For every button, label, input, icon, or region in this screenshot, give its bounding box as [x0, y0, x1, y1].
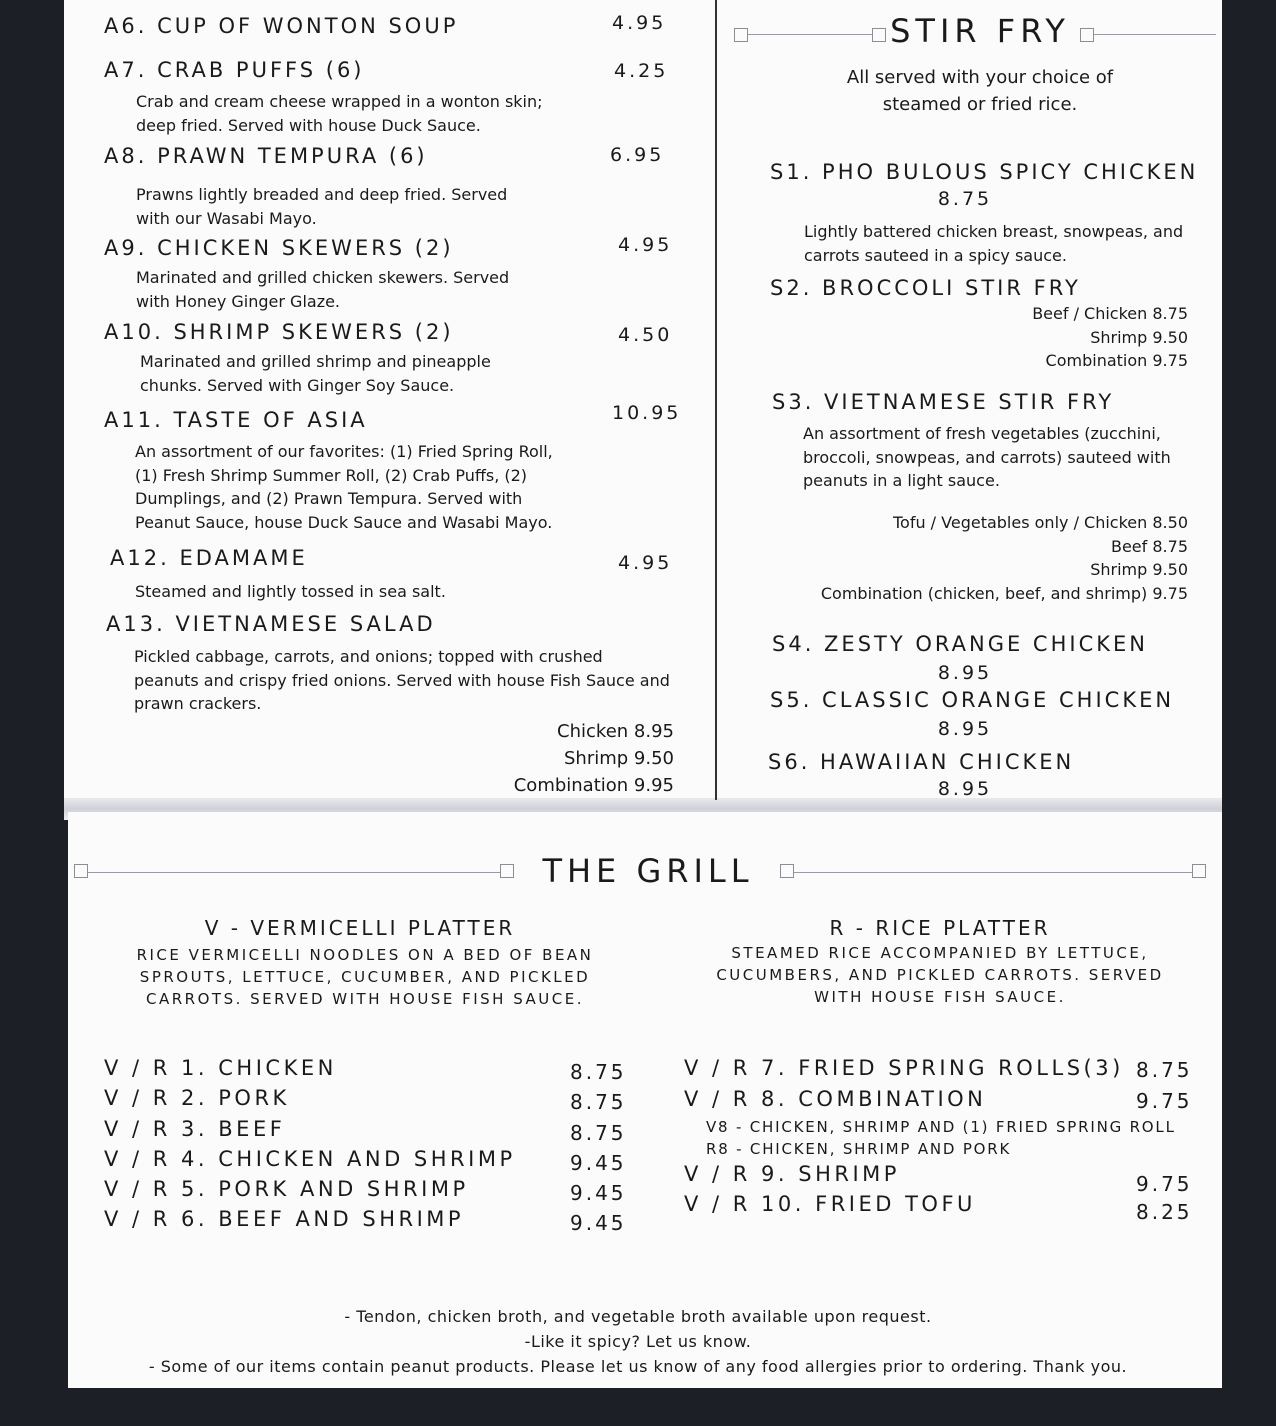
platter-description [680, 942, 1200, 1008]
intro-line: steamed or fried rice. [882, 94, 1078, 115]
grill-item-price: 9.45 [570, 1211, 627, 1235]
menu-item-name: A10. SHRIMP SKEWERS (2) [104, 320, 454, 344]
decorative-square-icon [780, 864, 794, 878]
menu-item-price: 4.95 [618, 552, 673, 574]
grill-item-price: 9.45 [570, 1181, 627, 1205]
menu-item-description [135, 580, 446, 604]
menu-item-options [880, 302, 1188, 373]
description-line: prawn crackers. [134, 694, 262, 713]
description-line: Prawns lightly breaded and deep fried. Served [136, 185, 508, 204]
decorative-rule [742, 34, 878, 35]
description-line: with Honey Ginger Glaze. [136, 291, 341, 311]
menu-item-price: 8.75 [937, 188, 993, 210]
grill-item-price: 9.75 [1136, 1172, 1193, 1196]
footer-note: - Some of our items contain peanut products. Please let us know of any food allergies prior to ordering. Thank you. [148, 1357, 1128, 1376]
menu-item-description [136, 183, 507, 230]
description-line: STEAMED RICE ACCOMPANIED BY LETTUCE, [731, 944, 1149, 962]
decorative-square-icon [1080, 28, 1094, 42]
column-divider [715, 0, 717, 800]
note-line: R8 - CHICKEN, SHRIMP AND PORK [706, 1140, 1012, 1158]
platter-heading: V - VERMICELLI PLATTER [204, 916, 516, 940]
description-line: Steamed and lightly tossed in sea salt. [135, 582, 446, 601]
description-line: (1) Fresh Shrimp Summer Roll, (2) Crab Puffs, (2) [135, 465, 528, 485]
decorative-square-icon [500, 864, 514, 878]
grill-item-name: V / R 7. FRIED SPRING ROLLS(3) [684, 1056, 1124, 1080]
menu-item-name: S1. PHO BULOUS SPICY CHICKEN [770, 160, 1199, 184]
grill-item-price: 9.45 [570, 1151, 627, 1175]
grill-item-price: 8.75 [570, 1121, 627, 1145]
grill-item-price: 8.75 [570, 1060, 627, 1084]
option-line: Shrimp 9.50 [1090, 560, 1188, 579]
description-line: Crab and cream cheese wrapped in a wonton skin; [136, 92, 543, 111]
option-line: Tofu / Vegetables only / Chicken 8.50 [892, 513, 1188, 532]
description-line: RICE VERMICELLI NOODLES ON A BED OF BEAN [136, 946, 594, 964]
section-intro [780, 64, 1180, 118]
menu-item-price: 8.95 [937, 778, 993, 800]
menu-item-name: A13. VIETNAMESE SALAD [106, 612, 436, 636]
description-line: WITH HOUSE FISH SAUCE. [814, 988, 1066, 1006]
menu-item-name: S3. VIETNAMESE STIR FRY [772, 390, 1115, 414]
menu-item-price: 8.95 [937, 662, 993, 684]
menu-item-description [803, 422, 1171, 493]
grill-item-price: 8.75 [1136, 1058, 1193, 1082]
intro-line: All served with your choice of [846, 67, 1114, 88]
section-title: THE GRILL [542, 852, 754, 890]
menu-item-price: 10.95 [612, 402, 682, 424]
description-line: Peanut Sauce, house Duck Sauce and Wasabi Mayo. [135, 512, 553, 532]
decorative-square-icon [74, 864, 88, 878]
menu-item-name: A12. EDAMAME [110, 546, 308, 570]
menu-item-name: S4. ZESTY ORANGE CHICKEN [772, 632, 1148, 656]
grill-item-name: V / R 6. BEEF AND SHRIMP [104, 1207, 465, 1231]
option-line: Beef / Chicken 8.75 [1032, 304, 1188, 323]
description-line: deep fried. Served with house Duck Sauce. [136, 115, 481, 135]
combination-notes [706, 1116, 1176, 1160]
option-line: Shrimp 9.50 [564, 748, 674, 769]
menu-item-description [804, 220, 1183, 267]
description-line: Marinated and grilled shrimp and pineapple [140, 352, 491, 371]
section-title: STIR FRY [890, 12, 1070, 50]
description-line: peanuts and crispy fried onions. Served with house Fish Sauce and [134, 670, 670, 690]
option-line: Combination (chicken, beef, and shrimp) 9.75 [820, 583, 1188, 603]
option-line: Chicken 8.95 [557, 721, 674, 742]
description-line: CARROTS. SERVED WITH HOUSE FISH SAUCE. [146, 990, 584, 1008]
menu-item-name: A6. CUP OF WONTON SOUP [104, 14, 459, 38]
option-line: Beef 8.75 [1110, 536, 1188, 556]
platter-description [80, 944, 650, 1010]
menu-item-name: A7. CRAB PUFFS (6) [104, 58, 365, 82]
menu-item-name: S2. BROCCOLI STIR FRY [770, 276, 1081, 300]
menu-item-name: A8. PRAWN TEMPURA (6) [104, 144, 428, 168]
description-line: chunks. Served with Ginger Soy Sauce. [140, 375, 455, 395]
option-line: Combination 9.95 [513, 775, 674, 796]
grill-item-name: V / R 1. CHICKEN [104, 1056, 337, 1080]
grill-item-price: 8.25 [1136, 1200, 1193, 1224]
decorative-rule [790, 872, 1200, 873]
description-line: Pickled cabbage, carrots, and onions; topped with crushed [134, 647, 603, 666]
platter-heading: R - RICE PLATTER [829, 916, 1051, 940]
menu-item-description [140, 350, 491, 397]
menu-item-name: S6. HAWAIIAN CHICKEN [768, 750, 1075, 774]
description-line: An assortment of fresh vegetables (zucchini, [803, 424, 1161, 443]
description-line: SPROUTS, LETTUCE, CUCUMBER, AND PICKLED [139, 968, 591, 986]
grill-item-price: 9.75 [1136, 1089, 1193, 1113]
decorative-rule [1086, 34, 1216, 35]
menu-item-options [440, 718, 674, 799]
menu-item-price: 8.95 [937, 718, 993, 740]
option-line: Shrimp 9.50 [1090, 327, 1188, 347]
menu-item-price: 4.50 [618, 324, 673, 346]
grill-item-name: V / R 9. SHRIMP [684, 1162, 900, 1186]
description-line: Dumplings, and (2) Prawn Tempura. Served with [135, 489, 523, 508]
menu-item-price: 4.95 [618, 234, 673, 256]
grill-item-name: V / R 2. PORK [104, 1086, 290, 1110]
menu-item-description [136, 90, 543, 137]
decorative-square-icon [734, 28, 748, 42]
grill-item-name: V / R 3. BEEF [104, 1117, 286, 1141]
menu-item-name: A11. TASTE OF ASIA [104, 408, 368, 432]
grill-item-name: V / R 10. FRIED TOFU [684, 1192, 976, 1216]
description-line: Marinated and grilled chicken skewers. Served [136, 268, 510, 287]
description-line: Lightly battered chicken breast, snowpeas, and [804, 222, 1184, 241]
description-line: An assortment of our favorites: (1) Fried Spring Roll, [135, 442, 553, 461]
option-line: Combination 9.75 [1045, 351, 1188, 370]
menu-item-price: 4.95 [612, 12, 667, 34]
grill-item-name: V / R 4. CHICKEN AND SHRIMP [104, 1147, 516, 1171]
menu-item-description [134, 645, 670, 716]
footer-note: - Tendon, chicken broth, and vegetable broth available upon request. [344, 1307, 932, 1326]
decorative-square-icon [1192, 864, 1206, 878]
menu-item-price: 6.95 [610, 144, 665, 166]
description-line: broccoli, snowpeas, and carrots) sauteed with [803, 447, 1171, 467]
description-line: peanuts in a light sauce. [803, 471, 1000, 490]
footer-notes [120, 1304, 1156, 1379]
decorative-rule [80, 872, 500, 873]
grill-item-name: V / R 8. COMBINATION [684, 1087, 987, 1111]
description-line: with our Wasabi Mayo. [136, 208, 317, 228]
description-line: carrots sauteed in a spicy sauce. [804, 245, 1067, 265]
note-line: V8 - CHICKEN, SHRIMP AND (1) FRIED SPRING ROLL [706, 1118, 1176, 1136]
menu-item-name: S5. CLASSIC ORANGE CHICKEN [770, 688, 1175, 712]
description-line: CUCUMBERS, AND PICKLED CARROTS. SERVED [716, 966, 1164, 984]
menu-item-name: A9. CHICKEN SKEWERS (2) [104, 236, 454, 260]
grill-item-name: V / R 5. PORK AND SHRIMP [104, 1177, 469, 1201]
menu-item-description [135, 440, 553, 534]
footer-note: -Like it spicy? Let us know. [524, 1332, 752, 1351]
menu-item-options [780, 511, 1188, 605]
menu-item-price: 4.25 [614, 60, 669, 82]
grill-item-price: 8.75 [570, 1090, 627, 1114]
menu-item-description [136, 266, 509, 313]
